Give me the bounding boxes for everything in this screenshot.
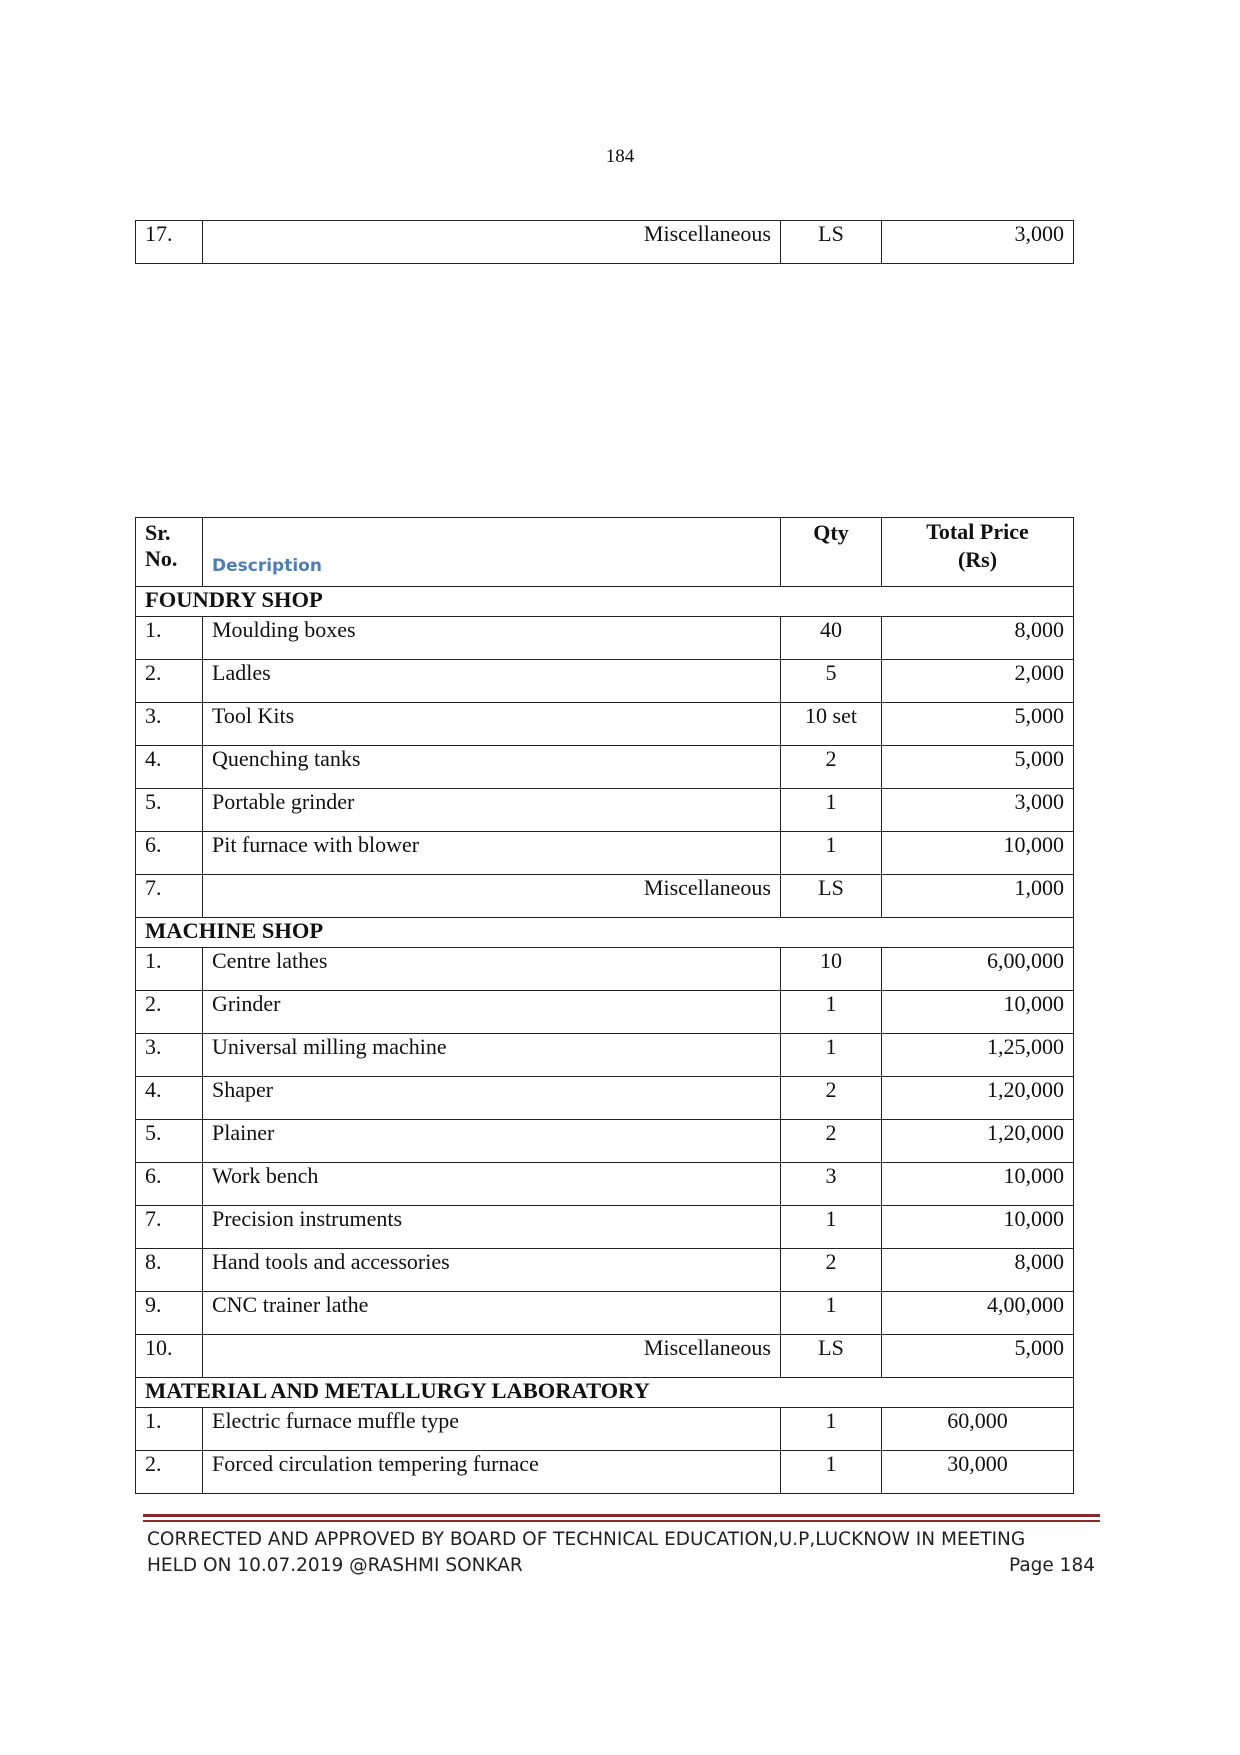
- row-description: Grinder: [203, 991, 781, 1034]
- row-total-price: 1,25,000: [882, 1034, 1074, 1077]
- table-row: [136, 746, 1074, 789]
- row-sr-no: 7.: [136, 1206, 203, 1249]
- row-sr-no: 5.: [136, 1120, 203, 1163]
- row-qty: 2: [781, 746, 882, 789]
- footer-rule: [143, 1514, 1100, 1517]
- row-description: Miscellaneous: [203, 1335, 781, 1378]
- row-qty: 1: [781, 1451, 882, 1494]
- footer-rule-thin: [143, 1520, 1100, 1522]
- row-qty: 1: [781, 991, 882, 1034]
- section-title: MATERIAL AND METALLURGY LABORATORY: [136, 1378, 1074, 1408]
- row-sr-no: 6.: [136, 1163, 203, 1206]
- row-total-price: 30,000: [882, 1451, 1074, 1494]
- row-qty: 10 set: [781, 703, 882, 746]
- table-row: [136, 1077, 1074, 1120]
- row-sr-no: 4.: [136, 1077, 203, 1120]
- table-row: [136, 703, 1074, 746]
- table-header-row: [136, 518, 1074, 587]
- row-sr-no: 10.: [136, 1335, 203, 1378]
- row-qty: 3: [781, 1163, 882, 1206]
- row-total-price: 3,000: [882, 221, 1074, 264]
- row-description: Moulding boxes: [203, 617, 781, 660]
- row-qty: 1: [781, 1034, 882, 1077]
- row-total-price: 1,20,000: [882, 1120, 1074, 1163]
- page-number-top: 184: [605, 146, 635, 167]
- row-description: Centre lathes: [203, 948, 781, 991]
- table-row: [136, 617, 1074, 660]
- row-qty: 1: [781, 1206, 882, 1249]
- row-total-price: 5,000: [882, 746, 1074, 789]
- table-row: [136, 1292, 1074, 1335]
- header-sr-line2: No.: [145, 546, 178, 571]
- row-qty: 1: [781, 1408, 882, 1451]
- equipment-table: [135, 517, 1074, 1494]
- row-qty: 2: [781, 1120, 882, 1163]
- row-qty: 2: [781, 1077, 882, 1120]
- table-row: [136, 1408, 1074, 1451]
- row-qty: 2: [781, 1249, 882, 1292]
- row-sr-no: 7.: [136, 875, 203, 918]
- row-description: Ladles: [203, 660, 781, 703]
- row-sr-no: 3.: [136, 703, 203, 746]
- table-row: [136, 991, 1074, 1034]
- footer-line2: HELD ON 10.07.2019 @RASHMI SONKAR: [147, 1555, 523, 1576]
- row-sr-no: 5.: [136, 789, 203, 832]
- table-row: [136, 1120, 1074, 1163]
- row-description: Quenching tanks: [203, 746, 781, 789]
- section-title: FOUNDRY SHOP: [136, 587, 1074, 617]
- row-description: Forced circulation tempering furnace: [203, 1451, 781, 1494]
- row-total-price: 10,000: [882, 991, 1074, 1034]
- row-total-price: 1,000: [882, 875, 1074, 918]
- row-sr-no: 9.: [136, 1292, 203, 1335]
- row-total-price: 1,20,000: [882, 1077, 1074, 1120]
- row-description: Pit furnace with blower: [203, 832, 781, 875]
- table-row: [136, 1451, 1074, 1494]
- header-total-price: [882, 518, 1074, 587]
- row-sr-no: 6.: [136, 832, 203, 875]
- table-row: [136, 832, 1074, 875]
- section-title: MACHINE SHOP: [136, 918, 1074, 948]
- row-qty: 1: [781, 1292, 882, 1335]
- row-sr-no: 3.: [136, 1034, 203, 1077]
- row-qty: LS: [781, 221, 882, 264]
- row-qty: 40: [781, 617, 882, 660]
- table-row: [136, 789, 1074, 832]
- row-description: Electric furnace muffle type: [203, 1408, 781, 1451]
- table-row: [136, 1335, 1074, 1378]
- section-heading-row: [136, 587, 1074, 617]
- row-description: Precision instruments: [203, 1206, 781, 1249]
- row-total-price: 60,000: [882, 1408, 1074, 1451]
- row-sr-no: 1.: [136, 948, 203, 991]
- table-row: [136, 1034, 1074, 1077]
- row-description: Miscellaneous: [203, 875, 781, 918]
- table-row: [136, 1206, 1074, 1249]
- row-sr-no: 2.: [136, 991, 203, 1034]
- table-row: [136, 1163, 1074, 1206]
- footer-line1: CORRECTED AND APPROVED BY BOARD OF TECHNICAL EDUCATION,U.P,LUCKNOW IN MEETING: [147, 1529, 1026, 1550]
- section-heading-row: [136, 918, 1074, 948]
- row-qty: 1: [781, 789, 882, 832]
- row-description: Portable grinder: [203, 789, 781, 832]
- section-heading-row: [136, 1378, 1074, 1408]
- header-description: Description: [203, 518, 781, 587]
- table-row: [136, 1249, 1074, 1292]
- row-total-price: 10,000: [882, 1163, 1074, 1206]
- row-sr-no: 1.: [136, 1408, 203, 1451]
- continued-equipment-table: [135, 220, 1074, 264]
- row-total-price: 8,000: [882, 1249, 1074, 1292]
- row-qty: LS: [781, 1335, 882, 1378]
- table-row: [136, 948, 1074, 991]
- row-total-price: 2,000: [882, 660, 1074, 703]
- row-total-price: 8,000: [882, 617, 1074, 660]
- row-total-price: 3,000: [882, 789, 1074, 832]
- row-description: Tool Kits: [203, 703, 781, 746]
- header-price-line2: (Rs): [957, 547, 998, 572]
- row-description: Plainer: [203, 1120, 781, 1163]
- row-description: Hand tools and accessories: [203, 1249, 781, 1292]
- row-qty: 5: [781, 660, 882, 703]
- row-description: CNC trainer lathe: [203, 1292, 781, 1335]
- row-description: Shaper: [203, 1077, 781, 1120]
- row-sr-no: 1.: [136, 617, 203, 660]
- table-row: [136, 221, 1074, 264]
- table-row: [136, 660, 1074, 703]
- row-description: Universal milling machine: [203, 1034, 781, 1077]
- header-sr-line1: Sr.: [145, 520, 171, 545]
- row-sr-no: 8.: [136, 1249, 203, 1292]
- header-sr-no: [136, 518, 203, 587]
- row-description: Miscellaneous: [203, 221, 781, 264]
- row-total-price: 6,00,000: [882, 948, 1074, 991]
- row-total-price: 5,000: [882, 703, 1074, 746]
- row-sr-no: 2.: [136, 660, 203, 703]
- row-total-price: 10,000: [882, 832, 1074, 875]
- page-footer: [147, 1527, 1095, 1579]
- header-price-line1: Total Price: [926, 519, 1029, 544]
- table-row: [136, 875, 1074, 918]
- row-sr-no: 2.: [136, 1451, 203, 1494]
- row-qty: 1: [781, 832, 882, 875]
- row-total-price: 4,00,000: [882, 1292, 1074, 1335]
- row-total-price: 5,000: [882, 1335, 1074, 1378]
- row-qty: LS: [781, 875, 882, 918]
- row-sr-no: 17.: [136, 221, 203, 264]
- header-qty: Qty: [781, 518, 882, 587]
- row-total-price: 10,000: [882, 1206, 1074, 1249]
- row-description: Work bench: [203, 1163, 781, 1206]
- footer-page-label: Page 184: [1009, 1555, 1095, 1576]
- row-sr-no: 4.: [136, 746, 203, 789]
- row-qty: 10: [781, 948, 882, 991]
